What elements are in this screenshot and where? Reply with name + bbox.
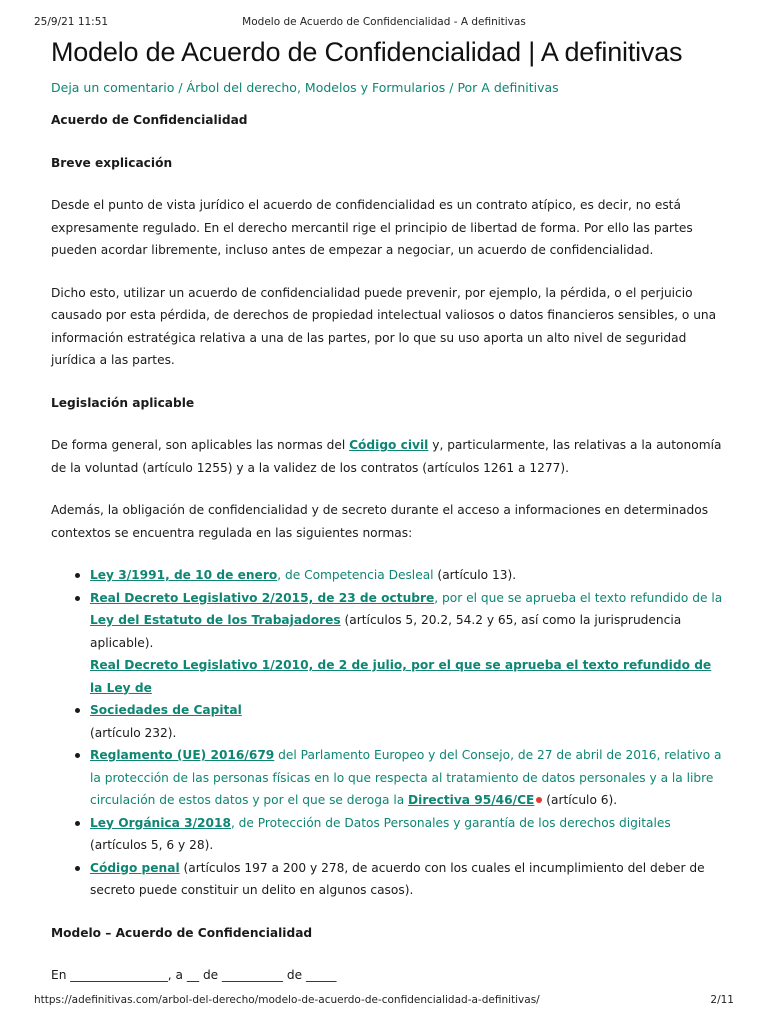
print-header: [34, 16, 734, 30]
list-item-text: , por el que se aprueba el texto refundido de la: [434, 590, 723, 605]
article: [51, 36, 723, 987]
meta-separator: /: [174, 80, 187, 95]
form-line: En ________________, a __ de __________ de _____: [51, 968, 337, 982]
link-estatuto-trabajadores[interactable]: Ley del Estatuto de los Trabajadores: [90, 613, 341, 627]
link-directiva-95-46[interactable]: Directiva 95/46/CE: [408, 793, 535, 807]
print-url: https://adefinitivas.com/arbol-del-derecho/modelo-de-acuerdo-de-confidencialidad-a-definitivas/: [34, 994, 540, 1006]
link-rdl-1-2010[interactable]: Real Decreto Legislativo 1/2010, de 2 de julio, por el que se aprueba el texto refundido de la Ley de: [90, 658, 712, 695]
paragraph-explicacion-1: Desde el punto de vista jurídico el acuerdo de confidencialidad es un contrato atípico, es decir, no está expresamente regulado. En el derecho mercantil rige el principio de libertad de forma. Por ello las partes pueden acordar libremente, incluso antes de empezar a negociar, un acuerdo de confidencialidad.: [51, 198, 693, 257]
heading-breve-explicacion: Breve explicación: [51, 155, 173, 170]
page-title: Modelo de Acuerdo de Confidencialidad | A definitivas: [51, 37, 683, 67]
list-item: [51, 857, 723, 902]
link-reglamento-ue[interactable]: Reglamento (UE) 2016/679: [90, 748, 275, 762]
link-codigo-penal[interactable]: Código penal: [90, 860, 180, 875]
comment-link[interactable]: Deja un comentario: [51, 80, 175, 95]
list-item-text: , de Competencia Desleal: [277, 568, 434, 582]
norms-list: [51, 564, 723, 902]
list-item-text: del Parlamento Europeo y del Consejo, de 27 de abril de 2016, relativo a la protección de las personas físicas en lo que respecta al tratamiento de datos personales y a la libre circulación de estos datos y por el que se deroga la: [90, 748, 722, 807]
print-date: 25/9/21 11:51: [34, 16, 109, 28]
category-link-modelos[interactable]: Modelos y Formularios: [304, 80, 446, 95]
text-pre: De forma general, son aplicables las normas del: [51, 438, 350, 452]
text-post: y, particularmente, las relativas a la autonomía de la voluntad (artículo 1255) y a la validez de los contratos (artículos 1261 a 1277).: [51, 438, 722, 475]
heading-acuerdo: Acuerdo de Confidencialidad: [51, 113, 248, 127]
list-item: [51, 587, 723, 655]
paragraph-normas: Además, la obligación de confidencialidad y de secreto durante el acceso a informaciones en determinados contextos se encuentra regulada en las siguientes normas:: [51, 503, 709, 540]
list-item-text: (artículos 5, 6 y 28).: [90, 838, 214, 852]
list-item: [51, 654, 723, 699]
list-item-text: (artículo 13).: [433, 568, 517, 582]
author-link[interactable]: A definitivas: [481, 80, 559, 95]
link-ley-3-1991[interactable]: Ley 3/1991, de 10 de enero: [90, 568, 278, 582]
meta-comma: ,: [296, 80, 305, 95]
category-link-arbol[interactable]: Árbol del derecho: [186, 80, 297, 95]
print-title: Modelo de Acuerdo de Confidencialidad - A definitivas: [242, 16, 526, 28]
list-item: [51, 744, 723, 812]
link-rdl-2-2015[interactable]: Real Decreto Legislativo 2/2015, de 23 de octubre: [90, 590, 435, 605]
meta-by: / Por: [445, 80, 482, 95]
heading-modelo: Modelo – Acuerdo de Confidencialidad: [51, 925, 313, 940]
page-number: 2/11: [710, 994, 734, 1006]
list-item-text: (artículo 6).: [542, 793, 618, 807]
heading-legislacion: Legislación aplicable: [51, 395, 195, 410]
link-codigo-civil[interactable]: Código civil: [349, 438, 429, 452]
list-item-text: (artículo 232).: [90, 725, 177, 740]
paragraph-legislacion: [51, 434, 723, 479]
list-item: [51, 699, 723, 744]
list-item-text: (artículos 197 a 200 y 278, de acuerdo con los cuales el incumplimiento del deber de secreto puede constituir un delito en algunos casos).: [90, 860, 705, 897]
paragraph-explicacion-2: Dicho esto, utilizar un acuerdo de confidencialidad puede prevenir, por ejemplo, la pérdida, o el perjuicio causado por esta pérdida, de derechos de propiedad intelectual valiosos o datos financieros sensibles, o una información estratégica relativa a una de las partes, por lo que su uso aporta un alto nivel de seguridad jurídica a las partes.: [51, 285, 717, 367]
article-body: [51, 109, 723, 987]
print-footer: [34, 994, 734, 1008]
link-lo-3-2018[interactable]: Ley Orgánica 3/2018: [90, 815, 231, 830]
list-item-text: (artículos 5, 20.2, 54.2 y 65, así como la jurisprudencia aplicable).: [90, 613, 682, 650]
list-item-text: , de Protección de Datos Personales y garantía de los derechos digitales: [230, 815, 671, 830]
post-meta: [51, 79, 723, 97]
list-item: [51, 812, 723, 857]
list-item: [51, 564, 723, 587]
link-sociedades-capital[interactable]: Sociedades de Capital: [90, 703, 242, 717]
